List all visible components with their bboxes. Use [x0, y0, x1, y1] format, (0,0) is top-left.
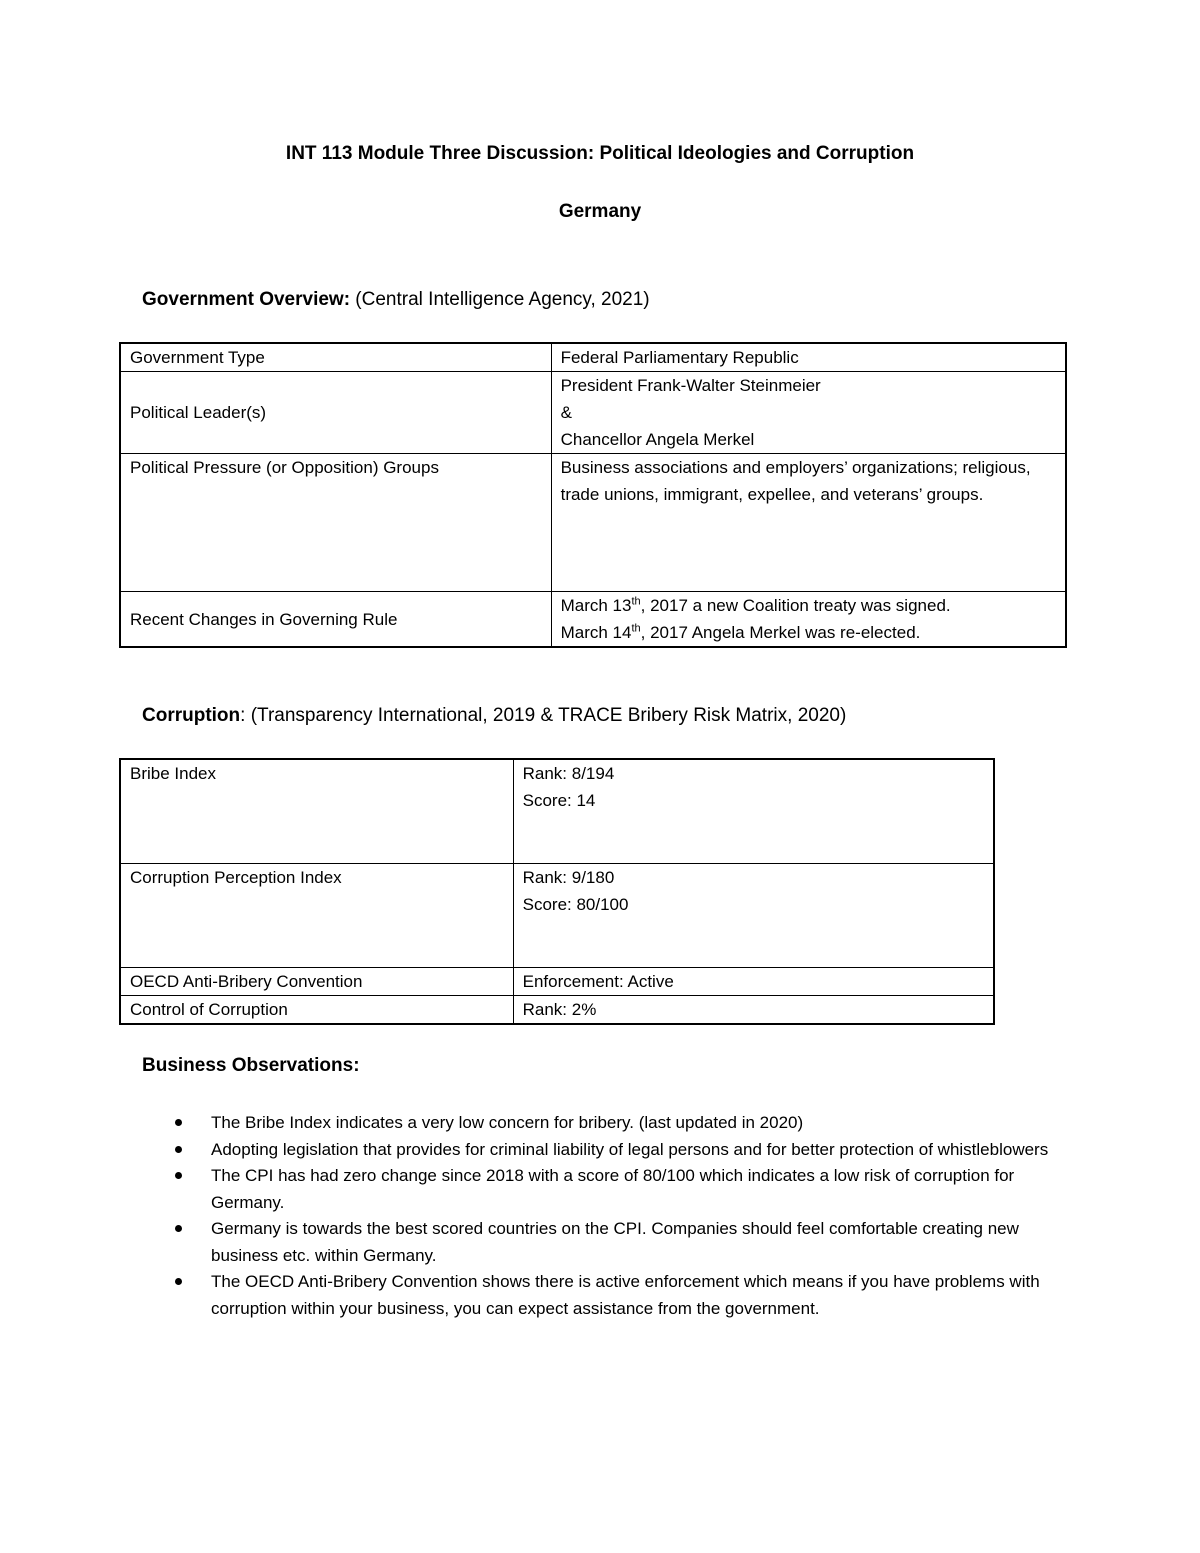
- observations-list: [175, 1110, 1075, 1322]
- recent-change-2: March 14th, 2017 Angela Merkel was re-elected.: [560, 622, 921, 642]
- cpi-rank: Rank: 9/180: [522, 867, 615, 887]
- bullet-icon: [175, 1172, 182, 1179]
- recent-change-1: March 13th, 2017 a new Coalition treaty was signed.: [560, 595, 951, 615]
- bullet-icon: [175, 1146, 182, 1153]
- political-leaders-label: Political Leader(s): [120, 372, 551, 454]
- bribe-index-score: Score: 14: [522, 791, 596, 810]
- table-row: [120, 863, 994, 967]
- leader-chancellor: Chancellor Angela Merkel: [560, 430, 755, 449]
- leader-president: President Frank-Walter Steinmeier: [560, 376, 821, 395]
- control-value: Rank: 2%: [513, 995, 994, 1024]
- corruption-label: Corruption: [142, 705, 241, 726]
- table-row: [120, 372, 1066, 454]
- corruption-heading: [142, 705, 846, 727]
- list-item: Adopting legislation that provides for criminal liability of legal persons and for better protection of whistleblowers: [175, 1137, 1075, 1164]
- political-leaders-value: [551, 372, 1066, 454]
- control-label: Control of Corruption: [120, 995, 513, 1024]
- oecd-label: OECD Anti-Bribery Convention: [120, 967, 513, 995]
- corruption-table: [119, 758, 995, 1025]
- pressure-groups-value: Business associations and employers’ organizations; religious, trade unions, immigrant, expellee, and veterans’ groups.: [551, 454, 1066, 592]
- bribe-index-label: Bribe Index: [120, 759, 513, 863]
- corruption-source: : (Transparency International, 2019 & TRACE Bribery Risk Matrix, 2020): [240, 705, 847, 726]
- government-overview-heading: [142, 289, 650, 311]
- table-row: [120, 454, 1066, 592]
- table-row: [120, 967, 994, 995]
- government-type-value: Federal Parliamentary Republic: [551, 343, 1066, 372]
- cpi-score: Score: 80/100: [522, 894, 629, 914]
- country-heading: Germany: [558, 201, 642, 222]
- recent-changes-value: [551, 592, 1066, 648]
- cpi-label: Corruption Perception Index: [120, 863, 513, 967]
- bullet-icon: [175, 1225, 182, 1232]
- list-item: The CPI has had zero change since 2018 with a score of 80/100 which indicates a low risk of corruption for Germany.: [175, 1163, 1075, 1216]
- government-type-label: Government Type: [120, 343, 551, 372]
- business-observations-heading: Business Observations:: [142, 1055, 360, 1076]
- recent-changes-label: Recent Changes in Governing Rule: [120, 592, 551, 648]
- bribe-index-value: [513, 759, 994, 863]
- list-item: The OECD Anti-Bribery Convention shows there is active enforcement which means if you have problems with corruption within your business, you can expect assistance from the government.: [175, 1269, 1075, 1322]
- oecd-value: Enforcement: Active: [513, 967, 994, 995]
- table-row: [120, 995, 994, 1024]
- bribe-index-rank: Rank: 8/194: [522, 764, 615, 783]
- pressure-groups-label: Political Pressure (or Opposition) Groups: [120, 454, 551, 592]
- cpi-value: [513, 863, 994, 967]
- table-row: [120, 343, 1066, 372]
- government-overview-label: Government Overview:: [142, 289, 351, 310]
- government-table: [119, 342, 1067, 648]
- table-row: [120, 592, 1066, 648]
- list-item: The Bribe Index indicates a very low concern for bribery. (last updated in 2020): [175, 1110, 1075, 1137]
- government-overview-source: (Central Intelligence Agency, 2021): [350, 289, 650, 310]
- bullet-icon: [175, 1119, 182, 1126]
- leader-ampersand: &: [560, 403, 572, 422]
- bullet-icon: [175, 1278, 182, 1285]
- table-row: [120, 759, 994, 863]
- list-item: Germany is towards the best scored countries on the CPI. Companies should feel comfortable creating new business etc. within Germany.: [175, 1216, 1075, 1269]
- document-title: INT 113 Module Three Discussion: Political Ideologies and Corruption: [285, 143, 915, 164]
